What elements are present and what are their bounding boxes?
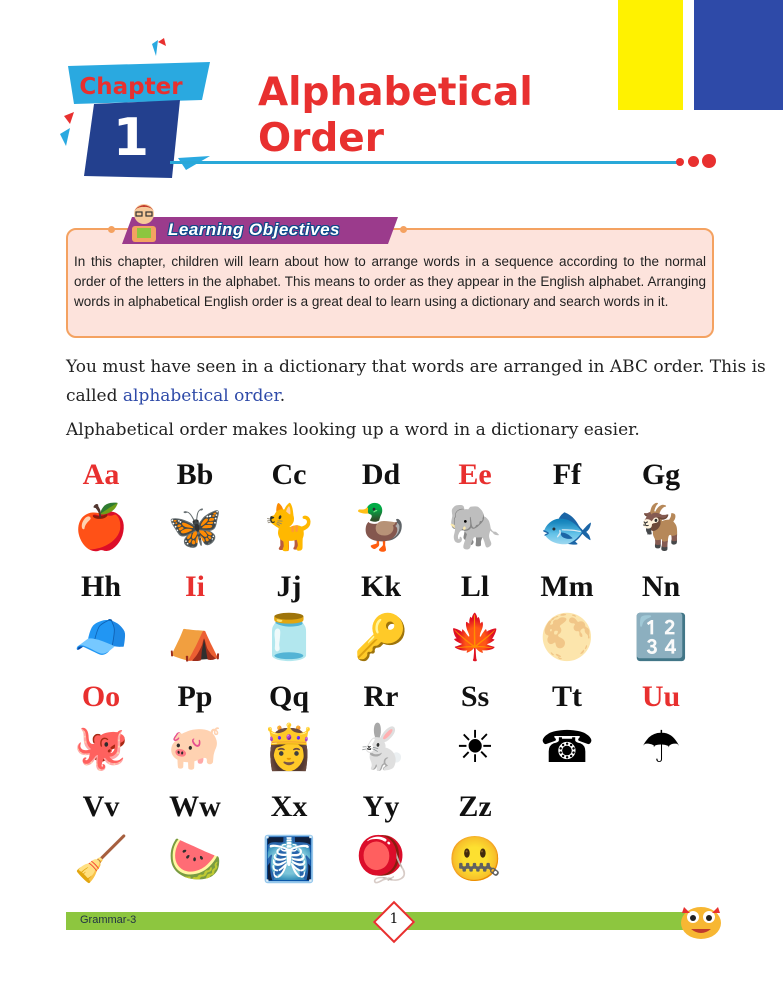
telephone-icon: ☎ — [539, 723, 595, 772]
letter-ss: Ss — [460, 680, 490, 713]
letter-vv: Vv — [82, 790, 120, 823]
chapter-label: Chapter — [79, 74, 183, 100]
letter-xx: Xx — [270, 790, 308, 823]
letter-ll: Ll — [460, 570, 490, 603]
letter-gg: Gg — [641, 458, 681, 491]
decorative-dot — [702, 154, 716, 168]
vacuum-cleaner-icon: 🧹 — [73, 835, 129, 884]
umbrella-icon: ☂ — [641, 723, 681, 772]
letter-kk: Kk — [360, 570, 402, 603]
goat-icon: 🐐 — [633, 503, 689, 552]
student-mascot-icon — [126, 200, 162, 244]
yellow-corner-block — [618, 0, 683, 110]
letter-ww: Ww — [169, 790, 221, 823]
learning-objectives-title: Learning Objectives — [168, 220, 340, 239]
zipper-icon: 🤐 — [447, 835, 503, 884]
letter-tt: Tt — [552, 680, 582, 713]
letter-ff: Ff — [552, 458, 582, 491]
letter-dd: Dd — [361, 458, 401, 491]
letter-bb: Bb — [176, 458, 214, 491]
keys-icon: 🔑 — [353, 613, 409, 662]
page-title-line1: Alphabetical — [258, 70, 533, 115]
pig-icon: 🐖 — [167, 723, 223, 772]
letter-hh: Hh — [80, 570, 122, 603]
yo-yo-icon: 🪀 — [353, 835, 409, 884]
rabbit-icon: 🐇 — [353, 723, 409, 772]
numbers-icon: 🔢 — [633, 613, 689, 662]
decorative-dot — [400, 226, 407, 233]
letter-oo: Oo — [81, 680, 121, 713]
letter-qq: Qq — [268, 680, 310, 713]
decorative-dot — [688, 156, 699, 167]
letter-pp: Pp — [177, 680, 213, 713]
letter-jj: Jj — [276, 570, 302, 603]
decorative-dot — [676, 158, 684, 166]
x-ray-icon: 🩻 — [261, 835, 317, 884]
blue-corner-block — [694, 0, 783, 110]
hat-icon: 🧢 — [73, 613, 129, 662]
letter-aa: Aa — [82, 458, 120, 491]
page-number: 1 — [389, 911, 399, 927]
intro-text-suffix: . — [279, 386, 286, 406]
title-underline — [170, 161, 680, 164]
letter-rr: Rr — [363, 680, 399, 713]
key-term: alphabetical order — [122, 386, 280, 406]
book-label: Grammar-3 — [80, 914, 137, 926]
decorative-dot — [108, 226, 115, 233]
igloo-icon: ⛺ — [167, 613, 223, 662]
intro-paragraph-2: Alphabetical order makes looking up a word in a dictionary easier. — [66, 420, 640, 440]
letter-yy: Yy — [362, 790, 400, 823]
monster-mascot-icon — [676, 893, 726, 943]
queen-icon: 👸 — [261, 723, 317, 772]
intro-paragraph-line1: You must have seen in a dictionary that words are arranged in ABC order. This is — [66, 357, 766, 377]
letter-ee: Ee — [458, 458, 492, 491]
intro-paragraph-line2 — [66, 386, 285, 406]
moon-icon: 🌕 — [539, 613, 595, 662]
chapter-number: 1 — [112, 108, 150, 168]
intro-text-prefix: called — [66, 386, 123, 406]
sun-icon: ☀ — [455, 723, 495, 772]
page-title-line2: Order — [258, 116, 384, 161]
fish-icon: 🐟 — [539, 503, 595, 552]
letter-mm: Mm — [540, 570, 594, 603]
letter-nn: Nn — [641, 570, 681, 603]
leaf-icon: 🍁 — [447, 613, 503, 662]
octopus-icon: 🐙 — [73, 723, 129, 772]
letter-ii: Ii — [184, 570, 205, 603]
jar-icon: 🫙 — [261, 613, 317, 662]
letter-uu: Uu — [641, 680, 681, 713]
butterfly-icon: 🦋 — [167, 503, 223, 552]
learning-objectives-text: In this chapter, children will learn about how to arrange words in a sequence according to the normal order of the letters in the alphabet. This means to order as they appear in the English alphabet. Arranging words in alphabetical English order is a great deal to learn using a dictionary and search words in it. — [74, 254, 706, 309]
elephant-icon: 🐘 — [447, 503, 503, 552]
cat-icon: 🐈 — [261, 503, 317, 552]
watermelon-icon: 🍉 — [167, 835, 223, 884]
letter-cc: Cc — [271, 458, 307, 491]
apple-icon: 🍎 — [73, 503, 129, 552]
letter-zz: Zz — [458, 790, 492, 823]
duck-icon: 🦆 — [353, 503, 409, 552]
